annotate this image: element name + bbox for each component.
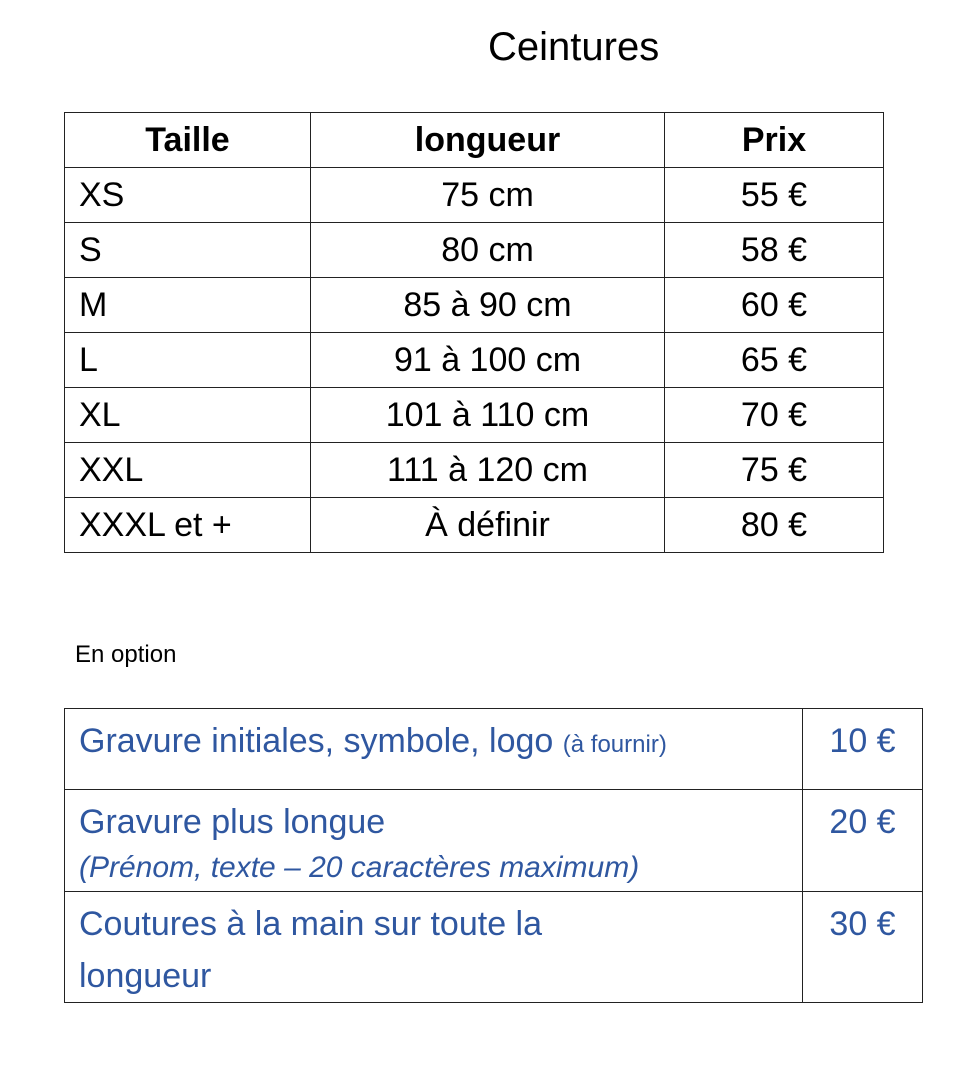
length-cell: À définir xyxy=(311,498,665,553)
option-name: Gravure plus longue xyxy=(79,803,386,841)
length-cell: 91 à 100 cm xyxy=(311,333,665,388)
option-price: 20 € xyxy=(829,803,896,841)
size-cell: M xyxy=(65,278,311,333)
table-row xyxy=(65,223,884,278)
table-row xyxy=(65,443,884,498)
length-cell: 85 à 90 cm xyxy=(311,278,665,333)
option-row-engraving xyxy=(65,709,923,790)
price-cell: 70 € xyxy=(665,388,884,443)
option-name-cell xyxy=(65,790,803,892)
page-title: Ceintures xyxy=(488,25,660,69)
option-name: Gravure initiales, symbole, logo xyxy=(79,722,554,760)
option-price: 30 € xyxy=(829,905,896,943)
size-cell: S xyxy=(65,223,311,278)
price-cell: 55 € xyxy=(665,168,884,223)
option-price-cell xyxy=(803,790,923,892)
option-price: 10 € xyxy=(803,709,923,790)
length-cell: 101 à 110 cm xyxy=(311,388,665,443)
size-cell: XS xyxy=(65,168,311,223)
length-cell: 80 cm xyxy=(311,223,665,278)
table-row xyxy=(65,388,884,443)
option-price-cell xyxy=(803,892,923,1003)
option-note: (à fournir) xyxy=(562,731,667,758)
price-cell: 65 € xyxy=(665,333,884,388)
table-row xyxy=(65,168,884,223)
option-name-line-1: Coutures à la main sur toute la xyxy=(79,905,543,943)
length-cell: 111 à 120 cm xyxy=(311,443,665,498)
table-row xyxy=(65,333,884,388)
size-price-table xyxy=(64,112,884,553)
option-row-hand-stitching xyxy=(65,892,923,1003)
header-length: longueur xyxy=(311,113,665,168)
size-cell: XXXL et + xyxy=(65,498,311,553)
price-cell: 80 € xyxy=(665,498,884,553)
size-cell: L xyxy=(65,333,311,388)
table-row xyxy=(65,278,884,333)
option-name-cell xyxy=(65,709,803,790)
price-cell: 60 € xyxy=(665,278,884,333)
header-size: Taille xyxy=(65,113,311,168)
price-cell: 75 € xyxy=(665,443,884,498)
table-row xyxy=(65,498,884,553)
option-name-line-2: longueur xyxy=(79,957,212,995)
option-detail: (Prénom, texte – 20 caractères maximum) xyxy=(79,851,640,884)
table-header-row xyxy=(65,113,884,168)
option-row-long-engraving xyxy=(65,790,923,892)
size-cell: XL xyxy=(65,388,311,443)
length-cell: 75 cm xyxy=(311,168,665,223)
option-name-cell xyxy=(65,892,803,1003)
header-price: Prix xyxy=(665,113,884,168)
size-cell: XXL xyxy=(65,443,311,498)
options-table xyxy=(64,708,923,1003)
options-heading: En option xyxy=(75,641,177,668)
price-cell: 58 € xyxy=(665,223,884,278)
